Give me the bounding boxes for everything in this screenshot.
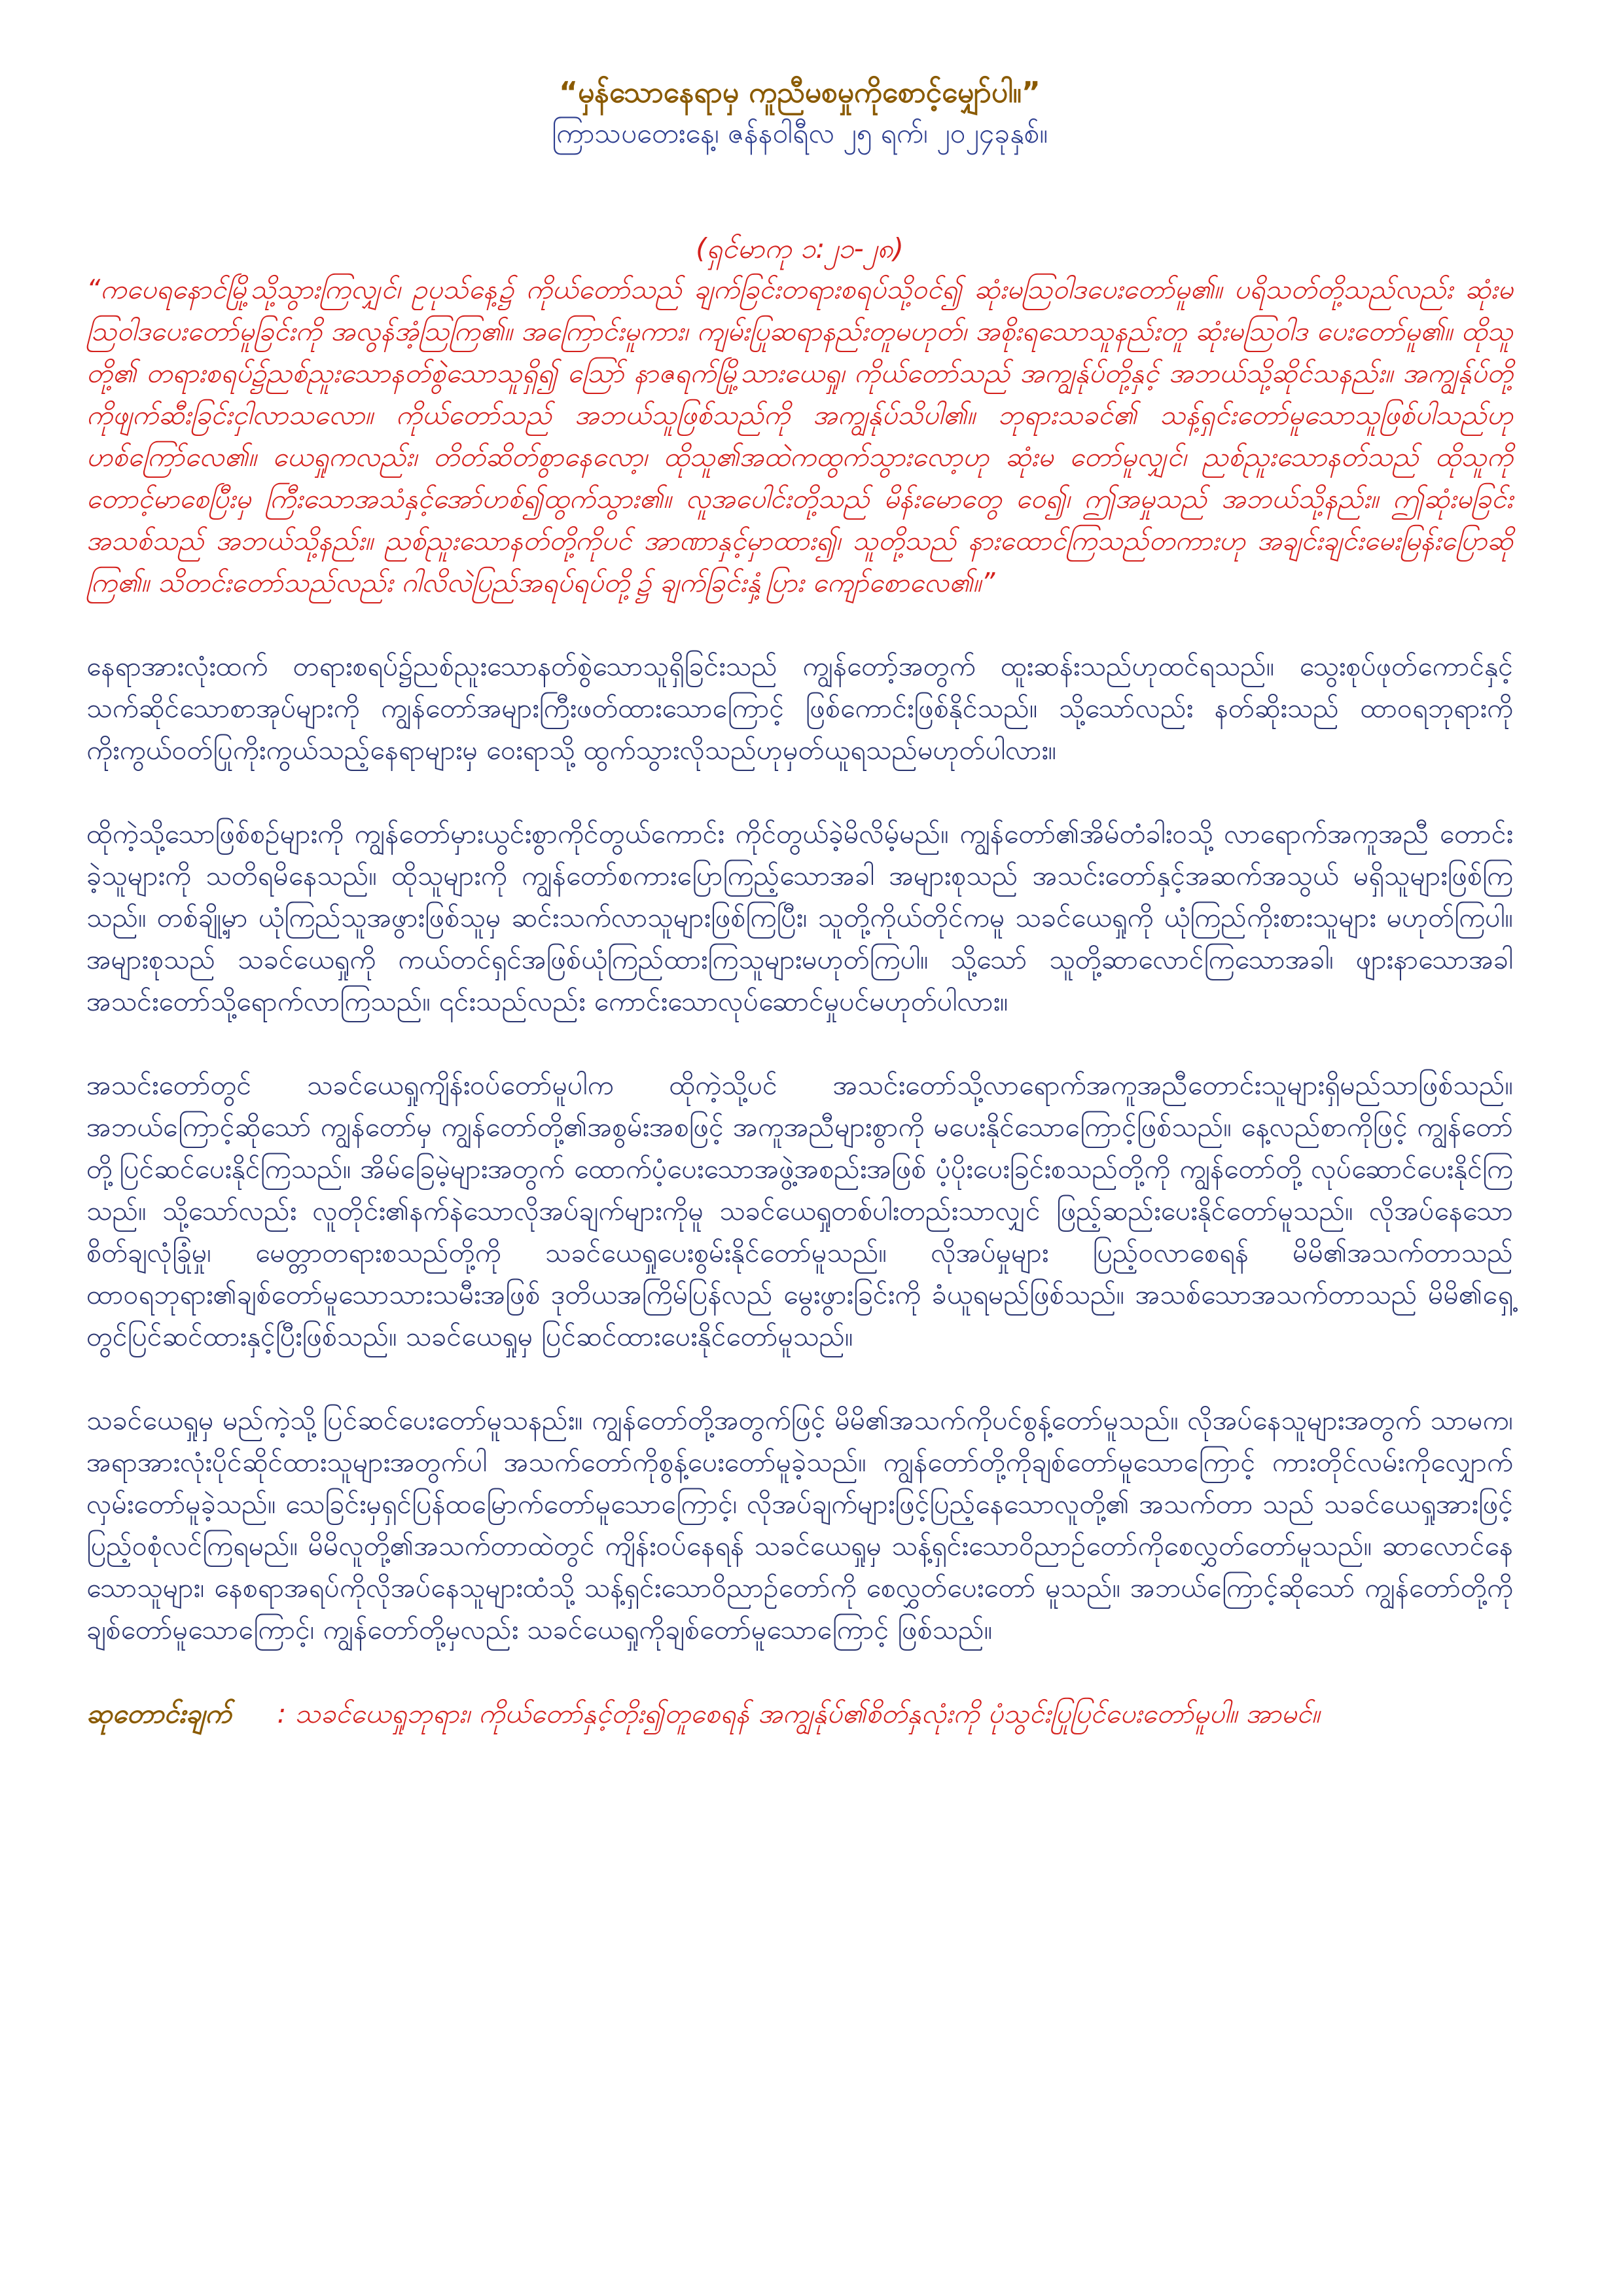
prayer	[86, 1693, 1513, 1734]
body-paragraph-4: သခင်ယေရှုမှ မည်ကဲ့သို့ပြင်ဆင်ပေးတော်မူသနည်း။ ကျွန်တော်တို့အတွက်ဖြင့် မိမိ၏အသက်ကိုပင်စွန့်တော်မူသည်။ လိုအပ်နေသူများအတွက် သာမက၊ အရာအားလုံးပိုင်ဆိုင်ထားသူများအတွက်ပါ အသက်တော်ကိုစွန့်ပေးတော်မူခဲ့သည်။ ကျွန်တော်တို့ကိုချစ်တော်မူသောကြောင့် ကားတိုင်လမ်းကိုလျှောက်လှမ်းတော်မူခဲ့သည်။ သေခြင်းမှရှင်ပြန်ထမြောက်တော်မူသောကြောင့်၊ လိုအပ်ချက်များဖြင့်ပြည့်နေသောလူတို့၏ အသက်တာ သည် သခင်ယေရှုအားဖြင့် ပြည့်ဝစုံလင်ကြရမည်။ မိမိလူတို့၏အသက်တာထဲတွင် ကျိန်းဝပ်နေရန် သခင်ယေရှုမှ သန့်ရှင်းသောဝိညာဉ်တော်ကိုစေလွှတ်တော်မူသည်။ ဆာလောင်နေသောသူများ၊ နေစရာအရပ်ကိုလိုအပ်နေသူများထံသို့ သန့်ရှင်းသောဝိညာဉ်တော်ကို စေလွှတ်ပေးတော် မူသည်။ အဘယ်ကြောင့်ဆိုသော် ကျွန်တော်တို့ကိုချစ်တော်မူသောကြောင့်၊ ကျွန်တော်တို့မှလည်း သခင်ယေရှုကိုချစ်တော်မူသောကြောင့် ဖြစ်သည်။	[86, 1405, 1513, 1645]
devotional-date: ကြာသပတေးနေ့၊ ဇန်နဝါရီလ ၂၅ ရက်၊ ၂၀၂၄ခုနှစ်။	[551, 117, 1048, 149]
devotional-page	[86, 72, 1513, 1734]
body-paragraph-1: နေရာအားလုံးထက် တရားစရပ်၌ညစ်ညူးသောနတ်စွဲသောသူရှိခြင်းသည် ကျွန်တော့်အတွက် ထူးဆန်းသည်ဟုထင်ရသည်။ သွေးစုပ်ဖုတ်ကောင်နှင့်သက်ဆိုင်သောစာအုပ်များကို ကျွန်တော်အများကြီးဖတ်ထားသောကြောင့် ဖြစ်ကောင်းဖြစ်နိုင်သည်။ သို့သော်လည်း နတ်ဆိုးသည် ထာဝရဘုရားကို ကိုးကွယ်ဝတ်ပြုကိုးကွယ်သည့်နေရာများမှ ဝေးရာသို့ ထွက်သွားလိုသည်ဟုမှတ်ယူရသည်မဟုတ်ပါလား။	[86, 651, 1513, 766]
scripture-text: “ကပေရနောင်မြို့သို့သွားကြလျှင်၊ ဥပုသ်နေ့၌ ကိုယ်တော်သည် ချက်ခြင်းတရားစရပ်သို့ဝင်၍ ဆုံးမဩဝါဒပေးတော်မူ၏။ ပရိသတ်တို့သည်လည်း ဆုံးမဩဝါဒပေးတော်မူခြင်းကို အလွန်အံ့ဩကြ၏။ အကြောင်းမူကား၊ ကျမ်းပြုဆရာနည်းတူမဟုတ်၊ အစိုးရသောသူနည်းတူ ဆုံးမဩဝါဒ ပေးတော်မူ၏။ ထိုသူတို့၏ တရားစရပ်၌ညစ်ညူးသောနတ်စွဲသောသူရှိ၍ ဩော် နာဇရက်မြို့သားယေရှု၊ ကိုယ်တော်သည် အကျွန်ုပ်တို့နှင့် အဘယ်သို့ဆိုင်သနည်း။ အကျွန်ုပ်တို့ကိုဖျက်ဆီးခြင်းငှါလာသလော။ ကိုယ်တော်သည် အဘယ်သူဖြစ်သည်ကို အကျွန်ုပ်သိပါ၏။ ဘုရားသခင်၏ သန့်ရှင်းတော်မူသောသူဖြစ်ပါသည်ဟု ဟစ်ကြော်လေ၏။ ယေရှုကလည်း၊ တိတ်ဆိတ်စွာနေလော့၊ ထိုသူ၏အထဲကထွက်သွားလော့ဟု ဆုံးမ တော်မူလျှင်၊ ညစ်ညူးသောနတ်သည် ထိုသူကိုတောင့်မာစေပြီးမှ ကြီးသောအသံနှင့်အော်ဟစ်၍ထွက်သွား၏။ လူအပေါင်းတို့သည် မိန်းမောတွေ ဝေ၍၊ ဤအမှုသည် အဘယ်သို့နည်း။ ဤဆုံးမခြင်းအသစ်သည် အဘယ်သို့နည်း။ ညစ်ညူးသောနတ်တို့ကိုပင် အာဏာနှင့်မှာထား၍၊ သူတို့သည် နားထောင်ကြသည်တကားဟု အချင်းချင်းမေးမြန်းပြောဆိုကြ၏။ သိတင်းတော်သည်လည်း ဂါလိလဲပြည်အရပ်ရပ်တို့၌ ချက်ခြင်းနှံ့ပြား ကျော်စောလေ၏။”	[86, 274, 1513, 598]
prayer-label: ဆုတောင်းချက်	[86, 1698, 232, 1729]
body-paragraph-3: အသင်းတော်တွင် သခင်ယေရှုကျိန်းဝပ်တော်မူပါက ထိုကဲ့သို့ပင် အသင်းတော်သို့လာရောက်အကူအညီတောင်းသူများရှိမည်သာဖြစ်သည်။ အဘယ်ကြောင့်ဆိုသော် ကျွန်တော်မှ ကျွန်တော်တို့၏အစွမ်းအစဖြင့် အကူအညီများစွာကို မပေးနိုင်သောကြောင့်ဖြစ်သည်။ နေ့လည်စာကိုဖြင့် ကျွန်တော်တို့ပြင်ဆင်ပေးနိုင်ကြသည်။ အိမ်ခြေမဲ့များအတွက် ထောက်ပံ့ပေးသောအဖွဲ့အစည်းအဖြစ် ပံ့ပိုးပေးခြင်းစသည်တို့ကို ကျွန်တော်တို့ လုပ်ဆောင်ပေးနိုင်ကြသည်။ သို့သော်လည်း လူတိုင်း၏နက်နဲသောလိုအပ်ချက်များကိုမူ သခင်ယေရှုတစ်ပါးတည်းသာလျှင် ဖြည့်ဆည်းပေးနိုင်တော်မူသည်။ လိုအပ်နေသော စိတ်ချလုံခြုံမှု၊ မေတ္တာတရားစသည်တို့ကို သခင်ယေရှုပေးစွမ်းနိုင်တော်မူသည်။ လိုအပ်မှုများ ပြည့်ဝလာစေရန် မိမိ၏အသက်တာသည် ထာဝရဘုရား၏ချစ်တော်မူသောသားသမီးအဖြစ် ဒုတိယအကြိမ်ပြန်လည် မွေးဖွားခြင်းကို ခံယူရမည်ဖြစ်သည်။ အသစ်သောအသက်တာသည် မိမိ၏ရှေ့တွင်ပြင်ဆင်ထားနှင့်ပြီးဖြစ်သည်။ သခင်ယေရှုမှ ပြင်ဆင်ထားပေးနိုင်တော်မူသည်။	[86, 1069, 1513, 1352]
prayer-text: : သခင်ယေရှုဘုရား၊ ကိုယ်တော်နှင့်တိုး၍တူစေရန် အကျွန်ုပ်၏စိတ်နှလုံးကို ပုံသွင်းပြုပြင်ပေးတော်မူပါ။ အာမင်။	[277, 1698, 1320, 1729]
scripture-reference: (ရှင်မာကု ၁:၂၁-၂၈)	[696, 232, 904, 264]
devotional-title: “မှန်သောနေရာမှ ကူညီမစမှုကိုစောင့်မျှော်ပါ။”	[559, 76, 1041, 109]
body-paragraph-2: ထိုကဲ့သို့သောဖြစ်စဉ်များကို ကျွန်တော်မှားယွင်းစွာကိုင်တွယ်ကောင်း ကိုင်တွယ်ခဲ့မိလိမ့်မည်။ ကျွန်တော်၏အိမ်တံခါးဝသို့ လာရောက်အကူအညီ တောင်းခဲ့သူများကို သတိရမိနေသည်။ ထိုသူများကို ကျွန်တော်စကားပြောကြည့်သောအခါ အများစုသည် အသင်းတော်နှင့်အဆက်အသွယ် မရှိသူများဖြစ်ကြသည်။ တစ်ချို့မှာ ယုံကြည်သူအဖွားဖြစ်သူမှ ဆင်းသက်လာသူများဖြစ်ကြပြီး၊ သူတို့ကိုယ်တိုင်ကမူ သခင်ယေရှုကို ယုံကြည်ကိုးစားသူများ မဟုတ်ကြပါ။ အများစုသည် သခင်ယေရှုကို ကယ်တင်ရှင်အဖြစ်ယုံကြည်ထားကြသူများမဟုတ်ကြပါ။ သို့သော် သူတို့ဆာလောင်ကြသောအခါ၊ ဖျားနာသောအခါ အသင်းတော်သို့ရောက်လာကြသည်။ ၎င်းသည်လည်း ကောင်းသောလုပ်ဆောင်မှုပင်မဟုတ်ပါလား။	[86, 818, 1513, 1017]
